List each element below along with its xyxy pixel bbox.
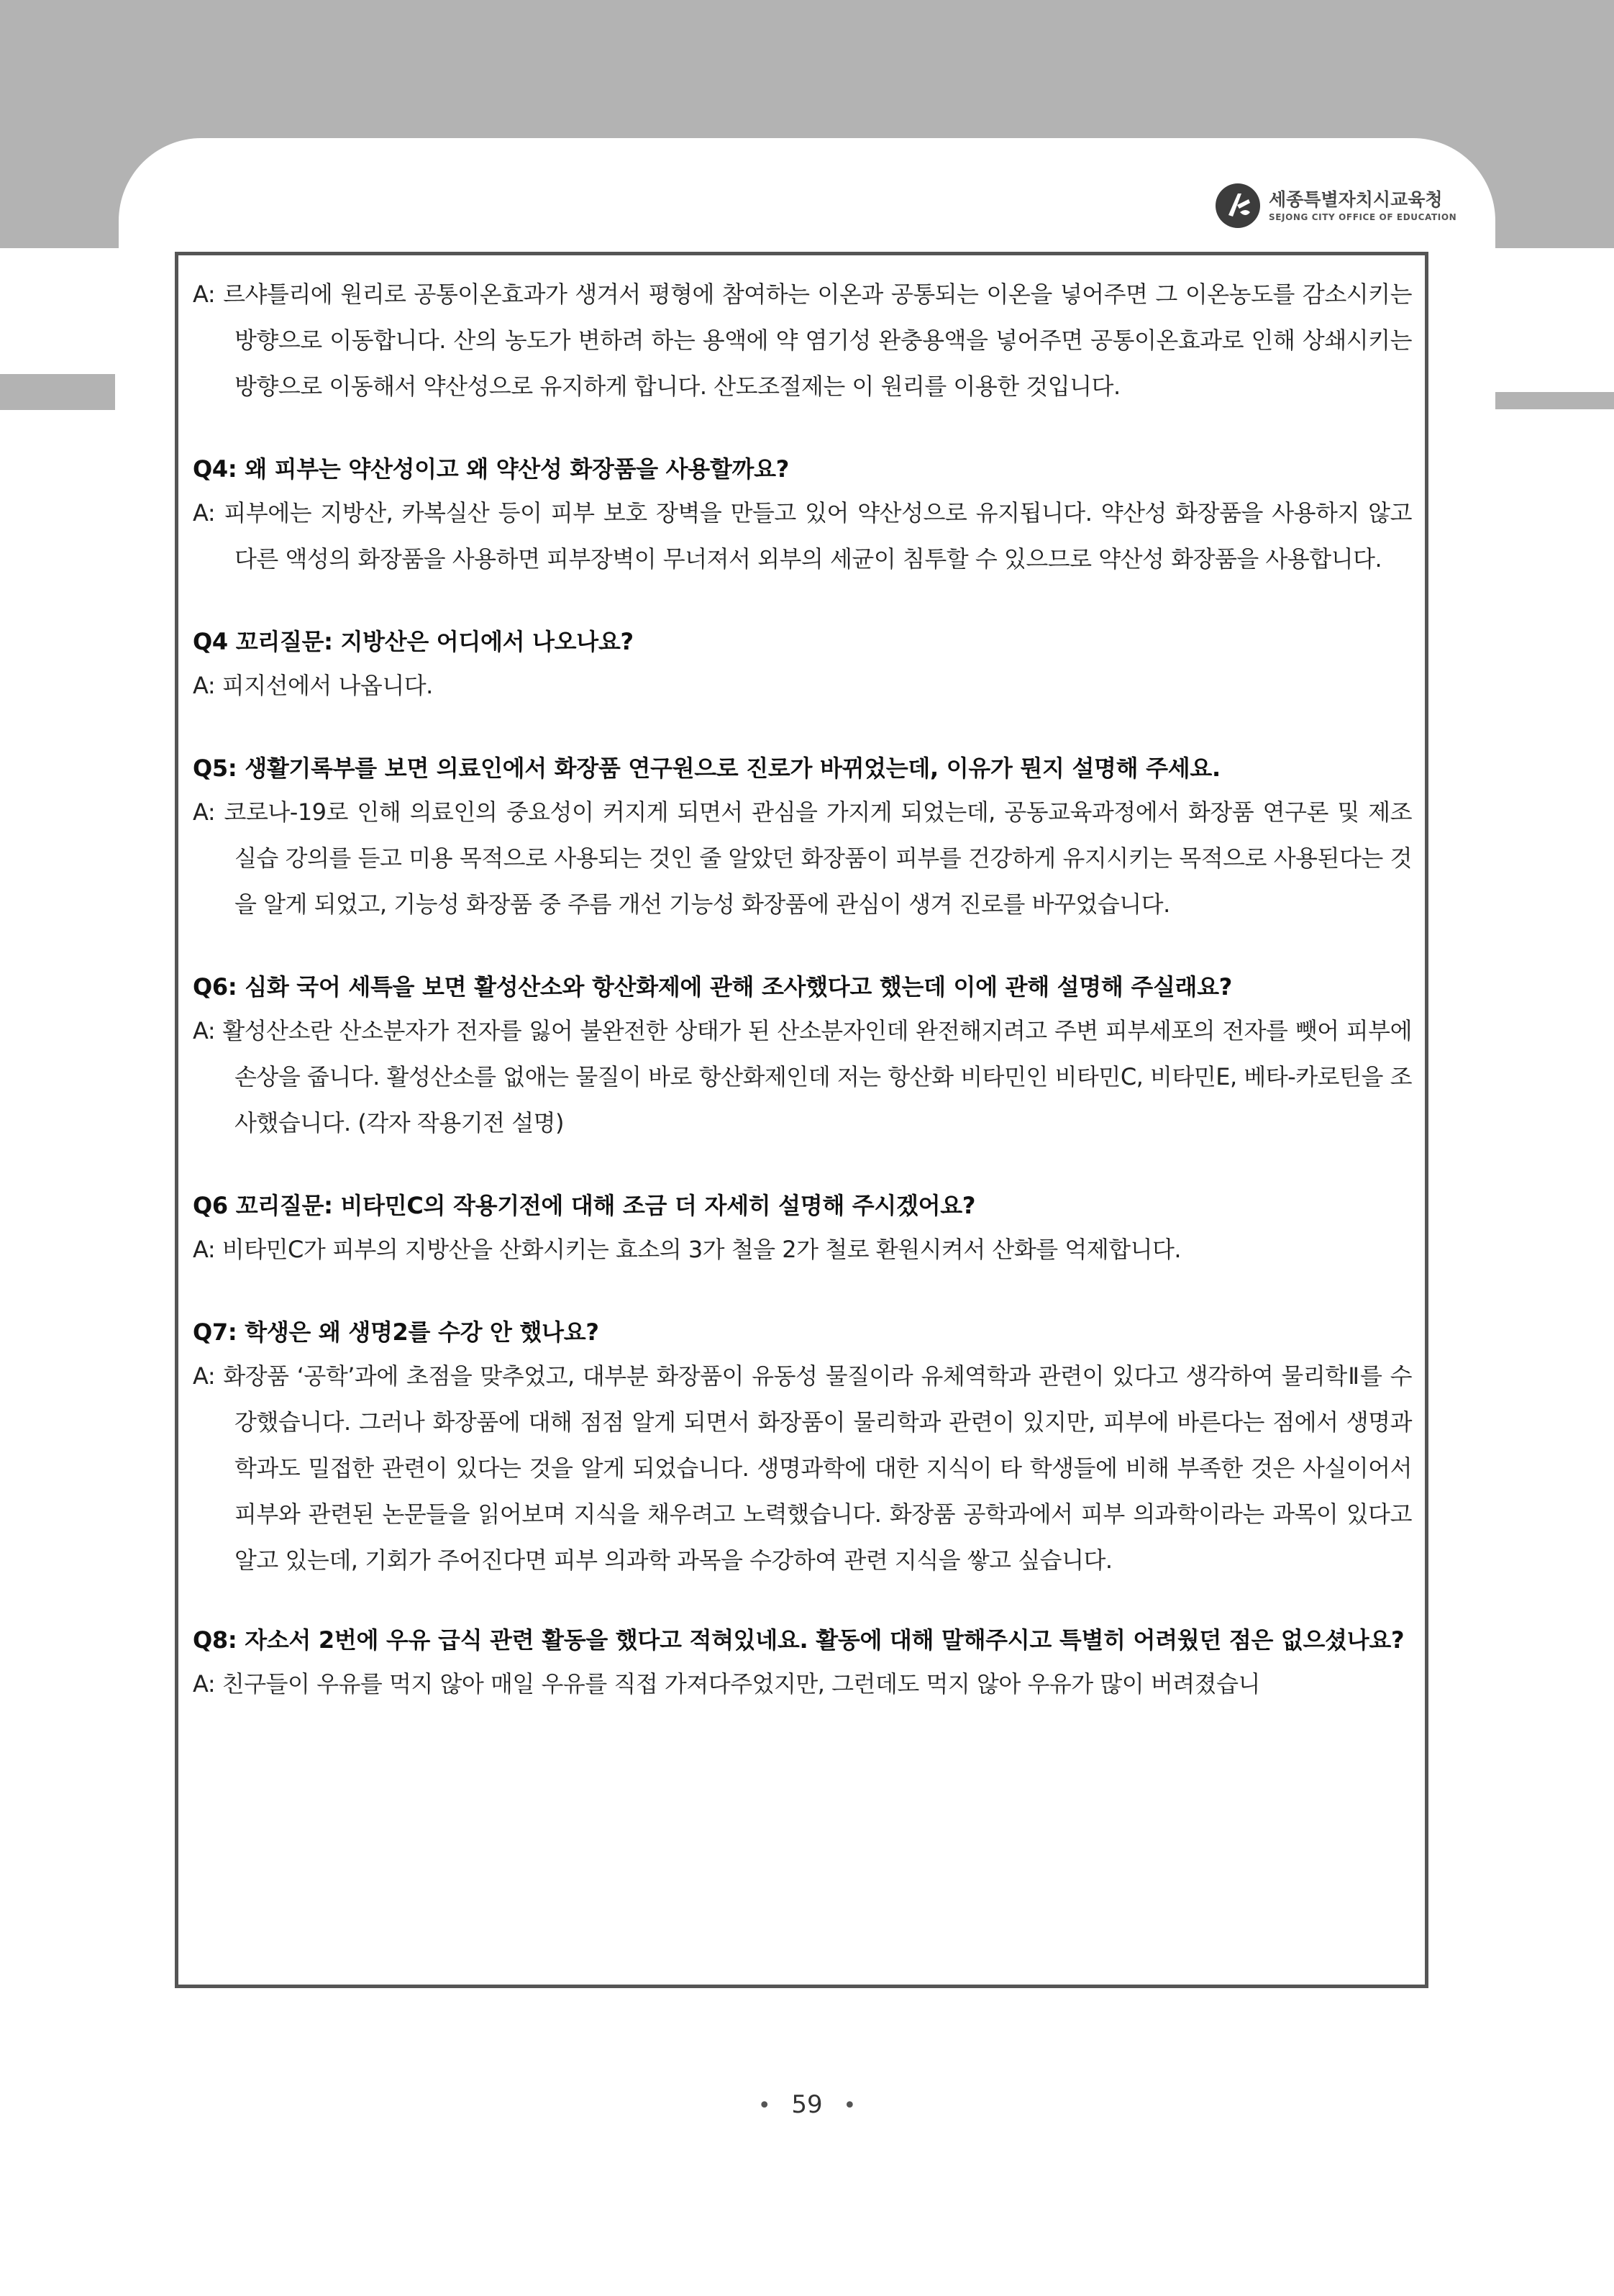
question-text: Q4 꼬리질문: 지방산은 어디에서 나오나요?: [193, 628, 634, 655]
question-text: Q8: 자소서 2번에 우유 급식 관련 활동을 했다고 적혀있네요. 활동에 대해 말해주시고 특별히 어려웠던 점은 없으셨나요?: [193, 1626, 1405, 1654]
answer-text: A: 친구들이 우유를 먹지 않아 매일 우유를 직접 가져다주었지만, 그런데도 먹지 않아 우유가 많이 버려졌습니: [193, 1670, 1260, 1698]
org-name-english: SEJONG CITY OFFICE OF EDUCATION: [1269, 212, 1457, 222]
qa-item-q8: [193, 1619, 1412, 1707]
org-name-korean: 세종특별자치시교육청: [1269, 189, 1443, 210]
sejong-education-logo: [1216, 183, 1456, 228]
sejong-emblem-icon: [1216, 183, 1260, 228]
question-text: Q6 꼬리질문: 비타민C의 작용기전에 대해 조금 더 자세히 설명해 주시겠어요?: [193, 1192, 976, 1219]
question-text: Q5: 생활기록부를 보면 의료인에서 화장품 연구원으로 진로가 바뀌었는데, 이유가 뭔지 설명해 주세요.: [193, 755, 1221, 782]
answer-text: A: 비타민C가 피부의 지방산을 산화시키는 효소의 3가 철을 2가 철로 환원시켜서 산화를 억제합니다.: [193, 1236, 1182, 1263]
answer-text: A: 피부에는 지방산, 카복실산 등이 피부 보호 장벽을 만들고 있어 약산성으로 유지됩니다. 약산성 화장품을 사용하지 않고 다른 액성의 화장품을 사용하면 피부장벽이 무너져서 외부의 세균이 침투할 수 있으므로 약산성 화장품을 사용합니다.: [193, 499, 1412, 573]
answer-text: A: 활성산소란 산소분자가 전자를 잃어 불완전한 상태가 된 산소분자인데 완전해지려고 주변 피부세포의 전자를 뺏어 피부에 손상을 줍니다. 활성산소를 없애는 물질이 바로 항산화제인데 저는 항산화 비타민인 비타민C, 비타민E, 베타-카로틴을 조사했습니다. (각자 작용기전 설명): [193, 1017, 1412, 1136]
interview-qa-box: [175, 252, 1428, 1988]
qa-item-q6-followup: [193, 1185, 1412, 1272]
left-side-tab: [0, 374, 115, 410]
right-side-tab: [1495, 392, 1614, 409]
question-text: Q6: 심화 국어 세특을 보면 활성산소와 항산화제에 관해 조사했다고 했는데 이에 관해 설명해 주실래요?: [193, 973, 1233, 1001]
qa-item-q3-answer: [193, 271, 1412, 409]
question-text: Q7: 학생은 왜 생명2를 수강 안 했나요?: [193, 1318, 599, 1346]
answer-text: A: 르샤틀리에 원리로 공통이온효과가 생겨서 평형에 참여하는 이온과 공통되는 이온을 넣어주면 그 이온농도를 감소시키는 방향으로 이동합니다. 산의 농도가 변하려 하는 용액에 약 염기성 완충용액을 넣어주면 공통이온효과로 인해 상쇄시키는 방향으로 이동해서 약산성으로 유지하게 합니다. 산도조절제는 이 원리를 이용한 것입니다.: [193, 281, 1412, 400]
answer-text: A: 피지선에서 나옵니다.: [193, 672, 433, 699]
answer-text: A: 코로나-19로 인해 의료인의 중요성이 커지게 되면서 관심을 가지게 되었는데, 공동교육과정에서 화장품 연구론 및 제조 실습 강의를 듣고 미용 목적으로 사용되는 것인 줄 알았던 화장품이 피부를 건강하게 유지시키는 목적으로 사용된다는 것을 알게 되었고, 기능성 화장품 중 주름 개선 기능성 화장품에 관심이 생겨 진로를 바꾸었습니다.: [193, 798, 1412, 918]
qa-item-q7: [193, 1311, 1412, 1583]
page-number: 59: [791, 2090, 823, 2119]
bullet-right: •: [843, 2093, 857, 2118]
question-text: Q4: 왜 피부는 약산성이고 왜 약산성 화장품을 사용할까요?: [193, 455, 789, 483]
qa-item-q6: [193, 966, 1412, 1146]
bullet-left: •: [757, 2093, 771, 2118]
page-number-footer: [0, 2090, 1614, 2119]
qa-item-q5: [193, 747, 1412, 927]
qa-item-q4: [193, 448, 1412, 582]
answer-text: A: 화장품 ‘공학’과에 초점을 맞추었고, 대부분 화장품이 유동성 물질이라 유체역학과 관련이 있다고 생각하여 물리학Ⅱ를 수강했습니다. 그러나 화장품에 대해 점점 알게 되면서 화장품이 물리학과 관련이 있지만, 피부에 바른다는 점에서 생명과학과도 밀접한 관련이 있다는 것을 알게 되었습니다. 생명과학에 대한 지식이 타 학생들에 비해 부족한 것은 사실이어서 피부와 관련된 논문들을 읽어보며 지식을 채우려고 노력했습니다. 화장품 공학과에서 피부 의과학이라는 과목이 있다고 알고 있는데, 기회가 주어진다면 피부 의과학 과목을 수강하여 관련 지식을 쌓고 싶습니다.: [193, 1362, 1412, 1574]
qa-item-q4-followup: [193, 621, 1412, 709]
